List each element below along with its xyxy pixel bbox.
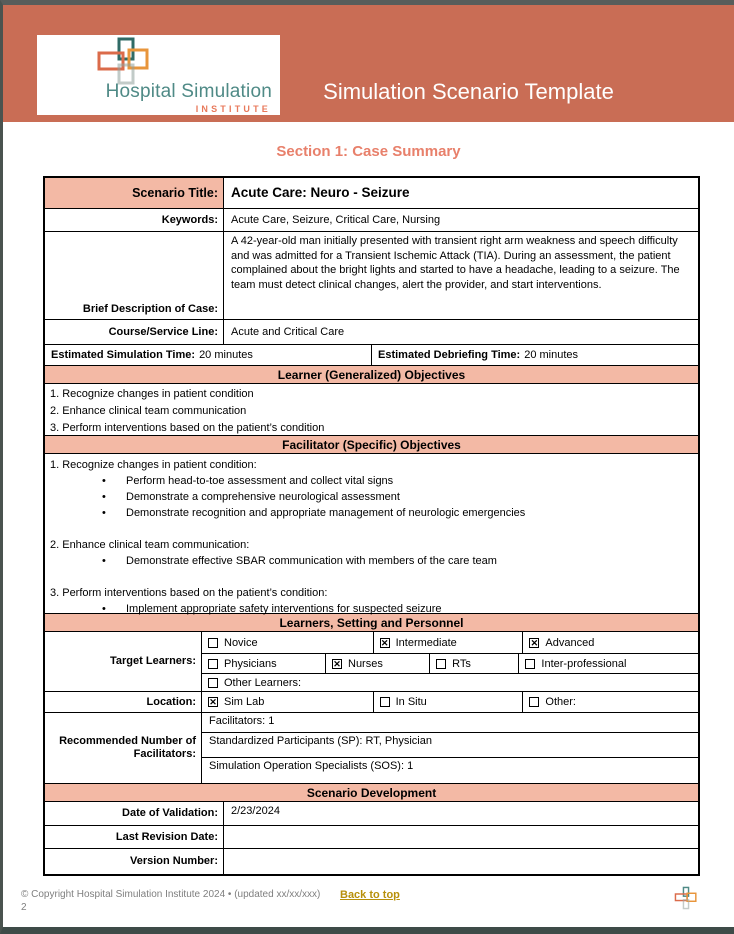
standardized-participants: Standardized Participants (SP): RT, Physician: [209, 735, 432, 747]
last-revision-date-row: [45, 826, 698, 849]
checkbox-advanced: ✕: [530, 637, 539, 648]
recommended-facilitators-row: [45, 713, 698, 784]
simulation-time-value: 20 minutes: [199, 349, 253, 361]
checkbox-nurses: ✕: [333, 658, 341, 669]
checkbox-in-situ: [380, 697, 390, 707]
date-of-validation-row: [45, 802, 698, 826]
recommended-facilitators-values: [202, 713, 698, 783]
debriefing-time-cell: [372, 345, 698, 365]
last-revision-date-label: Last Revision Date:: [45, 826, 224, 848]
option-in-situ: In Situ: [374, 692, 524, 712]
version-number-value: [224, 849, 698, 874]
checkbox-inter-professional: [525, 659, 535, 669]
learner-objective-item: 3. Perform interventions based on the patient’s condition: [50, 422, 325, 434]
checkbox-other-learners: [208, 678, 218, 688]
date-of-validation-label: Date of Validation:: [45, 802, 224, 825]
objective-bullet: • Perform head-to-toe assessment and collect vital signs: [50, 473, 692, 489]
course-line-label: Course/Service Line:: [45, 320, 224, 344]
logo-text: Hospital Simulation: [105, 81, 272, 102]
other-learners-row: [202, 674, 698, 691]
target-learners-options: [202, 632, 698, 691]
checkbox-sim-lab: ✕: [209, 697, 217, 707]
location-label: Location:: [45, 692, 202, 712]
recommended-facilitators-label: Recommended Number of Facilitators:: [45, 713, 202, 783]
objective-group-title: 2. Enhance clinical team communication:: [50, 539, 250, 551]
option-intermediate: ✕ Intermediate: [374, 632, 524, 653]
sim-op-specialists-row: [202, 758, 698, 783]
version-number-label: Version Number:: [45, 849, 224, 874]
option-rts: RTs: [430, 654, 519, 673]
learner-objectives-header-row: [45, 366, 698, 384]
medical-cross-icon: [93, 37, 159, 87]
course-line-row: [45, 320, 698, 345]
footer-cross-icon: [674, 884, 698, 912]
learner-objective-item: 2. Enhance clinical team communication: [50, 405, 247, 417]
brief-description-label: Brief Description of Case:: [45, 232, 224, 319]
level-options-row: [202, 632, 698, 654]
page-number: 2: [21, 902, 27, 913]
back-to-top-link[interactable]: Back to top: [340, 889, 400, 901]
footer-copyright-block: [21, 888, 320, 914]
learner-objective-item: 1. Recognize changes in patient condition: [50, 388, 254, 400]
option-other-learners: Other Learners:: [202, 674, 698, 691]
objective-group: [50, 457, 692, 521]
objective-group: [50, 585, 692, 617]
objective-group: [50, 537, 692, 569]
header-band: [3, 5, 734, 122]
checkbox-novice: [208, 638, 218, 648]
option-physicians: Physicians: [202, 654, 326, 673]
estimated-times-row: [45, 345, 698, 366]
standardized-participants-row: [202, 733, 698, 758]
brief-description-row: [45, 232, 698, 320]
objective-bullet: • Implement appropriate safety interventions for suspected seizure: [50, 601, 692, 617]
debriefing-time-value: 20 minutes: [524, 349, 579, 361]
location-row: [45, 692, 698, 713]
simulation-time-cell: [45, 345, 372, 365]
scenario-development-header-row: [45, 784, 698, 802]
target-learners-label: Target Learners:: [45, 632, 202, 691]
checkbox-location-other: [529, 697, 539, 707]
scenario-development-header: Scenario Development: [45, 784, 698, 801]
date-of-validation-value: 2/23/2024: [231, 805, 280, 817]
debriefing-time-label: Estimated Debriefing Time:: [378, 349, 521, 361]
course-line-value: Acute and Critical Care: [231, 325, 345, 338]
keywords-value: Acute Care, Seizure, Critical Care, Nursing: [231, 213, 441, 226]
keywords-label: Keywords:: [45, 209, 224, 231]
facilitator-objectives-row: [45, 454, 698, 614]
option-novice: Novice: [202, 632, 374, 653]
learners-setting-header: Learners, Setting and Personnel: [45, 614, 698, 631]
objective-group-title: 3. Perform interventions based on the patient’s condition:: [50, 587, 328, 599]
learner-objectives-header: Learner (Generalized) Objectives: [45, 366, 698, 383]
option-sim-lab: ✕ Sim Lab: [202, 692, 374, 712]
checkbox-physicians: [208, 659, 218, 669]
checkbox-intermediate: ✕: [380, 637, 389, 648]
option-location-other: Other:: [523, 692, 698, 712]
facilitator-objectives-header-row: [45, 436, 698, 454]
learner-objectives-list: [45, 384, 698, 435]
logo-subtext: INSTITUTE: [195, 104, 271, 114]
logo: [37, 35, 280, 115]
location-options-row: [202, 692, 698, 712]
version-number-row: [45, 849, 698, 874]
objective-group-title: 1. Recognize changes in patient condition:: [50, 459, 257, 471]
section-heading: Section 1: Case Summary: [276, 143, 461, 160]
facilitators-count: Facilitators: 1: [209, 715, 275, 727]
scenario-title-label: Scenario Title:: [45, 178, 224, 208]
case-summary-table: [43, 176, 700, 876]
option-inter-professional: Inter-professional: [519, 654, 698, 673]
objective-bullet: • Demonstrate a comprehensive neurological assessment: [50, 489, 692, 505]
sim-op-specialists: Simulation Operation Specialists (SOS): 1: [209, 760, 414, 772]
target-learners-row: [45, 632, 698, 692]
role-options-row: [202, 654, 698, 674]
objective-bullet: • Demonstrate recognition and appropriate management of neurologic emergencies: [50, 505, 692, 521]
keywords-row: [45, 209, 698, 232]
learner-objectives-row: [45, 384, 698, 436]
location-options: [202, 692, 698, 712]
document-title: Simulation Scenario Template: [323, 79, 614, 104]
facilitator-objectives-content: [45, 454, 698, 613]
last-revision-date-value: [224, 826, 698, 848]
checkbox-rts: [436, 659, 446, 669]
facilitator-objectives-header: Facilitator (Specific) Objectives: [45, 436, 698, 453]
facilitators-count-row: [202, 713, 698, 733]
option-advanced: ✕ Advanced: [530, 636, 595, 649]
scenario-title-value: Acute Care: Neuro - Seizure: [231, 184, 410, 200]
option-nurses: ✕ Nurses: [326, 654, 430, 673]
objective-bullet: • Demonstrate effective SBAR communication with members of the care team: [50, 553, 692, 569]
copyright-text: © Copyright Hospital Simulation Institute 2024 • (updated xx/xx/xxx): [21, 889, 321, 900]
scenario-title-row: [45, 178, 698, 209]
brief-description-value: A 42-year-old man initially presented with transient right arm weakness and speech difficulty and was admitted for a Transient Ischemic Attack (TIA). During an assessment, the patient complained about the bright lights and started to have a headache, leading to a seizure. The team must detect clinical changes, alert the provider, and start interventions.: [231, 235, 680, 291]
simulation-time-label: Estimated Simulation Time:: [51, 349, 196, 361]
